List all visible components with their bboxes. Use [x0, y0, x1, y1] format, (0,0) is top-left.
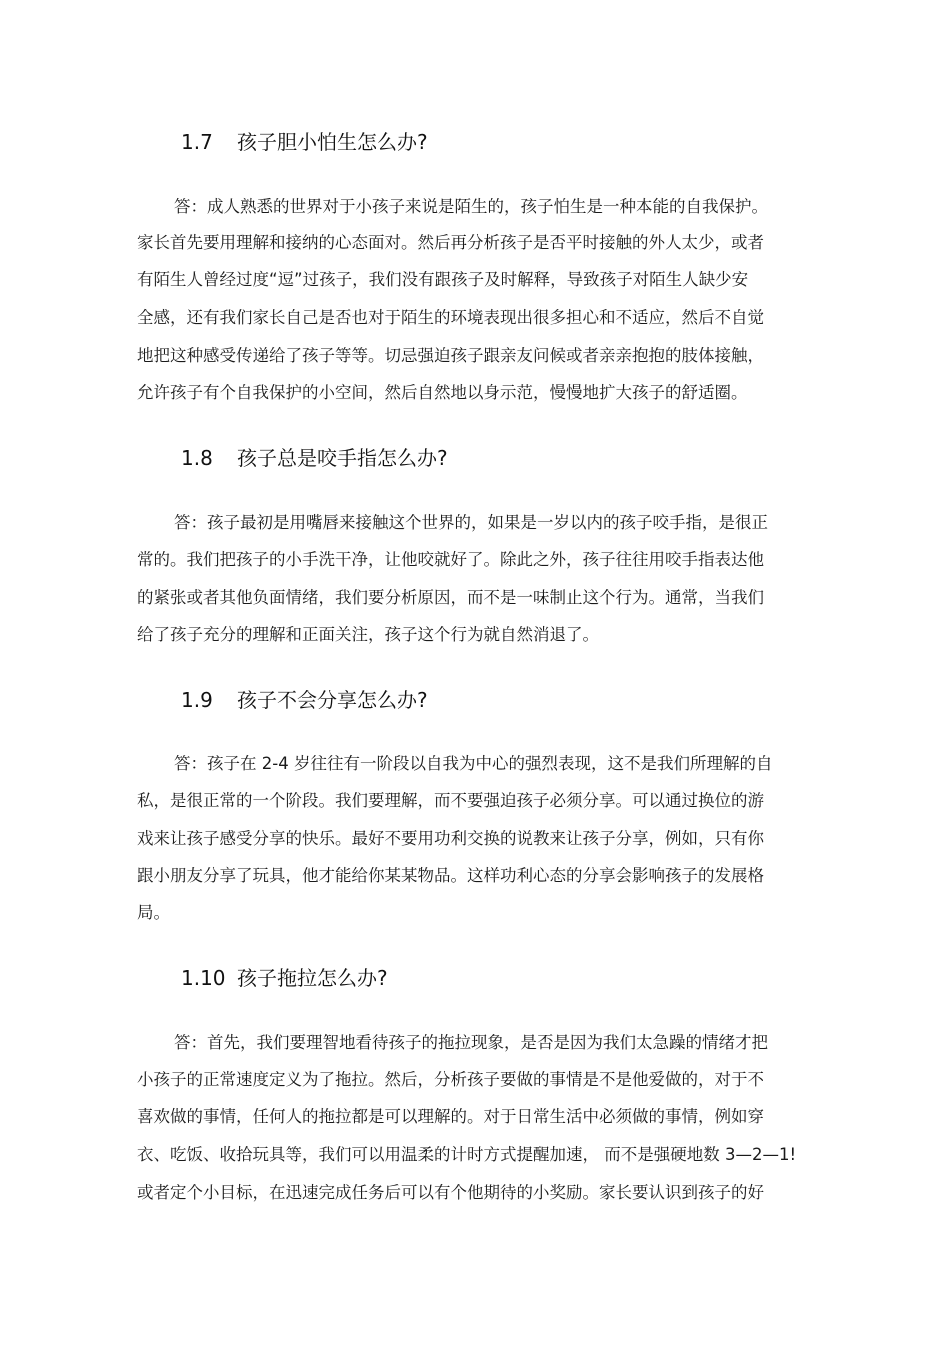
paragraph-line: 地把这种感受传递给了孩子等等。切忌强迫孩子跟亲友问候或者亲亲抱抱的肢体接触， [137, 346, 764, 365]
section-heading [181, 964, 388, 992]
section-heading [181, 128, 428, 156]
paragraph-line: 戏来让孩子感受分享的快乐。最好不要用功利交换的说教来让孩子分享，例如，只有你 [137, 829, 764, 848]
paragraph-line: 给了孩子充分的理解和正面关注，孩子这个行为就自然消退了。 [137, 625, 599, 644]
paragraph-line: 跟小朋友分享了玩具，他才能给你某某物品。这样功利心态的分享会影响孩子的发展格 [137, 866, 764, 885]
paragraph-line: 有陌生人曾经过度“逗”过孩子，我们没有跟孩子及时解释，导致孩子对陌生人缺少安 [137, 270, 749, 289]
section-heading [181, 686, 428, 714]
paragraph-line: 允许孩子有个自我保护的小空间，然后自然地以身示范，慢慢地扩大孩子的舒适圈。 [137, 383, 748, 402]
paragraph-line: 答：成人熟悉的世界对于小孩子来说是陌生的，孩子怕生是一种本能的自我保护。 [174, 197, 768, 216]
paragraph-line: 常的。我们把孩子的小手洗干净，让他咬就好了。除此之外，孩子往往用咬手指表达他 [137, 550, 764, 569]
section-title-text: 孩子不会分享怎么办? [237, 688, 428, 712]
section-title-text: 孩子胆小怕生怎么办? [237, 130, 428, 154]
section-number: 1.8 [181, 446, 213, 470]
section-number: 1.10 [181, 966, 226, 990]
paragraph-line: 喜欢做的事情，任何人的拖拉都是可以理解的。对于日常生活中必须做的事情，例如穿 [137, 1107, 764, 1126]
paragraph-line: 答：首先，我们要理智地看待孩子的拖拉现象，是否是因为我们太急躁的情绪才把 [174, 1033, 768, 1052]
section-title-text: 孩子总是咬手指怎么办? [237, 446, 448, 470]
paragraph-line: 答：孩子在 2-4 岁往往有一阶段以自我为中心的强烈表现，这不是我们所理解的自 [174, 754, 773, 773]
section-heading [181, 444, 448, 472]
paragraph-line: 的紧张或者其他负面情绪，我们要分析原因，而不是一味制止这个行为。通常，当我们 [137, 588, 764, 607]
paragraph-line: 家长首先要用理解和接纳的心态面对。然后再分析孩子是否平时接触的外人太少，或者 [137, 233, 764, 252]
paragraph-line: 答：孩子最初是用嘴唇来接触这个世界的，如果是一岁以内的孩子咬手指，是很正 [174, 513, 768, 532]
section-number: 1.9 [181, 688, 213, 712]
section-number: 1.7 [181, 130, 213, 154]
paragraph-line: 小孩子的正常速度定义为了拖拉。然后，分析孩子要做的事情是不是他爱做的，对于不 [137, 1070, 764, 1089]
paragraph-line: 局。 [137, 903, 170, 922]
paragraph-line: 私，是很正常的一个阶段。我们要理解，而不要强迫孩子必须分享。可以通过换位的游 [137, 791, 764, 810]
paragraph-line: 或者定个小目标，在迅速完成任务后可以有个他期待的小奖励。家长要认识到孩子的好 [137, 1183, 764, 1202]
paragraph-line: 全感，还有我们家长自己是否也对于陌生的环境表现出很多担心和不适应，然后不自觉 [137, 308, 764, 327]
paragraph-line: 衣、吃饭、收拾玩具等，我们可以用温柔的计时方式提醒加速， 而不是强硬地数 3—2—1! [137, 1145, 797, 1164]
section-title-text: 孩子拖拉怎么办? [237, 966, 388, 990]
